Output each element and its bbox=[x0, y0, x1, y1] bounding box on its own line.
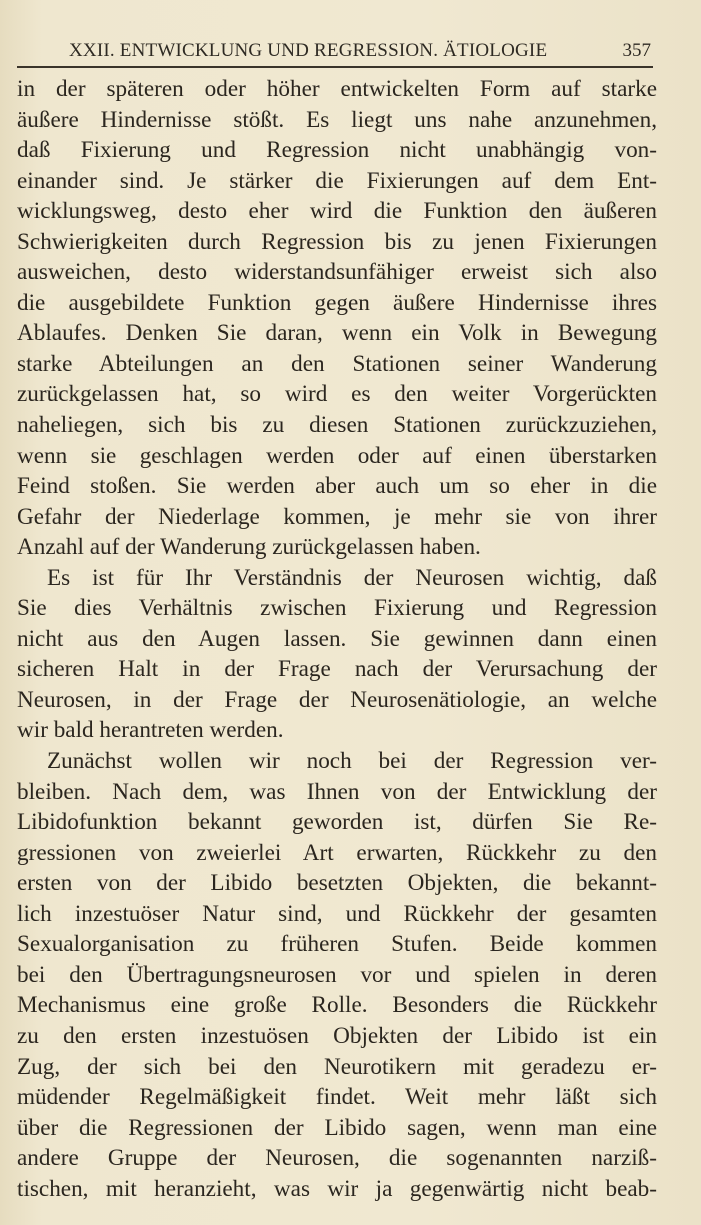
text-line: Zunächst wollen wir noch bei der Regression ver- bbox=[47, 748, 657, 775]
text-line: über die Regressionen der Libido sagen, wenn man eine bbox=[17, 1114, 657, 1141]
text-line: Sie dies Verhältnis zwischen Fixierung und Regression bbox=[17, 595, 657, 622]
text-line: bei den Übertragungsneurosen vor und spielen in deren bbox=[17, 961, 657, 988]
text-line: Gefahr der Niederlage kommen, je mehr sie von ihrer bbox=[17, 503, 657, 530]
chapter-title: XXII. ENTWICKLUNG UND REGRESSION. ÄTIOLOGIE bbox=[69, 40, 548, 61]
text-line: Libidofunktion bekannt geworden ist, dürfen Sie Re- bbox=[17, 809, 657, 836]
text-line: tischen, mit heranzieht, was wir ja gegenwärtig nicht beab- bbox=[17, 1175, 657, 1202]
page-number: 357 bbox=[622, 40, 651, 61]
text-line: einander sind. Je stärker die Fixierungen auf dem Ent- bbox=[17, 167, 657, 194]
text-line: wir bald herantreten werden. bbox=[17, 717, 284, 744]
text-line: sicheren Halt in der Frage nach der Verursachung der bbox=[17, 656, 657, 683]
text-line: müdender Regelmäßigkeit findet. Weit mehr läßt sich bbox=[17, 1084, 657, 1111]
text-line: die ausgebildete Funktion gegen äußere Hindernisse ihres bbox=[17, 289, 657, 316]
text-line: gressionen von zweierlei Art erwarten, Rückkehr zu den bbox=[17, 839, 657, 866]
text-line: Sexualorganisation zu früheren Stufen. Beide kommen bbox=[17, 931, 657, 958]
text-line: andere Gruppe der Neurosen, die sogenannten narziß- bbox=[17, 1145, 657, 1172]
text-line: Zug, der sich bei den Neurotikern mit geradezu er- bbox=[17, 1053, 657, 1080]
text-line: in der späteren oder höher entwickelten Form auf starke bbox=[17, 76, 657, 102]
text-line: äußere Hindernisse stößt. Es liegt uns nahe anzunehmen, bbox=[17, 106, 657, 133]
text-line: wenn sie geschlagen werden oder auf einen überstarken bbox=[17, 442, 657, 469]
text-line: Neurosen, in der Frage der Neurosenätiologie, an welche bbox=[17, 686, 657, 713]
text-line: bleiben. Nach dem, was Ihnen von der Entwicklung der bbox=[17, 778, 657, 805]
text-line: Es ist für Ihr Verständnis der Neurosen wichtig, daß bbox=[47, 564, 657, 591]
text-line: nicht aus den Augen lassen. Sie gewinnen dann einen bbox=[17, 625, 657, 652]
running-header bbox=[17, 38, 653, 68]
text-line: zu den ersten inzestuösen Objekten der Libido ist ein bbox=[17, 1022, 657, 1049]
text-line: Ablaufes. Denken Sie daran, wenn ein Volk in Bewegung bbox=[17, 320, 657, 347]
text-line: ersten von der Libido besetzten Objekten, die bekannt- bbox=[17, 870, 657, 897]
text-line: Mechanismus eine große Rolle. Besonders die Rückkehr bbox=[17, 992, 657, 1019]
text-line: naheliegen, sich bis zu diesen Stationen zurückzuziehen, bbox=[17, 412, 657, 439]
text-line: Anzahl auf der Wanderung zurückgelassen haben. bbox=[17, 534, 481, 561]
text-line: ausweichen, desto widerstandsunfähiger erweist sich also bbox=[17, 259, 657, 286]
text-line: wicklungsweg, desto eher wird die Funktion den äußeren bbox=[17, 198, 657, 225]
body-text bbox=[17, 74, 657, 1204]
text-line: Schwierigkeiten durch Regression bis zu jenen Fixierungen bbox=[17, 228, 657, 255]
text-line: Feind stoßen. Sie werden aber auch um so eher in die bbox=[17, 473, 657, 500]
text-line: starke Abteilungen an den Stationen seiner Wanderung bbox=[17, 350, 657, 377]
text-line: lich inzestuöser Natur sind, und Rückkehr der gesamten bbox=[17, 900, 657, 927]
text-line: daß Fixierung und Regression nicht unabhängig von- bbox=[17, 137, 657, 164]
text-line: zurückgelassen hat, so wird es den weiter Vorgerückten bbox=[17, 381, 657, 408]
